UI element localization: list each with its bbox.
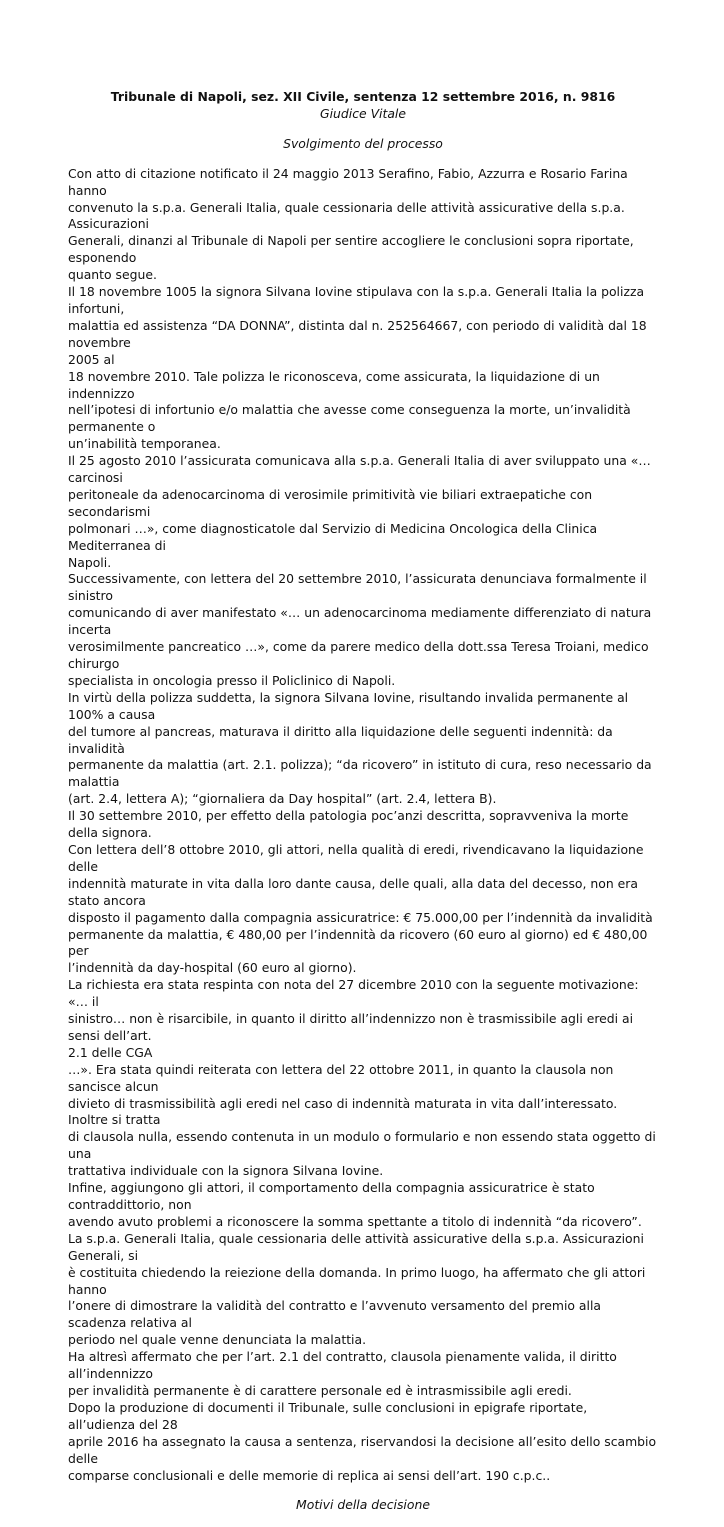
section-heading-proceedings: Svolgimento del processo xyxy=(283,135,443,151)
document-title: Tribunale di Napoli, sez. XII Civile, sentenza 12 settembre 2016, n. 9816 xyxy=(110,89,616,104)
paragraph: Dopo la produzione di documenti il Tribunale, sulle conclusioni in epigrafe riportate, all’udienza del 28 aprile 2016 ha assegnato la causa a sentenza, riservandosi la decisione all’esito dello scambio delle comparse conclusionali e delle memorie di replica ai sensi dell’art. 190 c.p.c.. xyxy=(68,1399,657,1483)
paragraph: Ha altresì affermato che per l’art. 2.1 del contratto, clausola pienamente valida, il diritto all’indennizzo per invalidità permanente è di carattere personale ed è intrasmissibile agli eredi. xyxy=(68,1349,617,1398)
paragraph: Infine, aggiungono gli attori, il comportamento della compagnia assicuratrice è stato contraddittorio, non avendo avuto problemi a riconoscere la somma spettante a titolo di indennità “da ricovero”. xyxy=(68,1180,642,1229)
section-heading-reasons: Motivi della decisione xyxy=(296,1497,430,1513)
judge-name: Giudice Vitale xyxy=(319,105,406,121)
paragraph: Il 18 novembre 1005 la signora Silvana Iovine stipulava con la s.p.a. Generali Italia la polizza infortuni, malattia ed assistenza “DA DONNA”, distinta dal n. 252564667, con periodo di validità dal 18 novembre 2005 al 18 novembre 2010. Tale polizza le riconosceva, come assicurata, la liquidazione di un indennizzo nell’ipotesi di infortunio e/o malattia che avesse come conseguenza la morte, un’invalidità permanente o un’inabilità temporanea. xyxy=(68,284,647,452)
paragraph: Il 25 agosto 2010 l’assicurata comunicava alla s.p.a. Generali Italia di aver sviluppato una «… carcinosi peritoneale da adenocarcinoma di verosimile primitività vie biliari extraepatiche con secondarismi polmonari …», come diagnosticatole dal Servizio di Medicina Oncologica della Clinica Mediterranea di Napoli. xyxy=(68,453,651,570)
paragraph: La s.p.a. Generali Italia, quale cessionaria delle attività assicurative della s.p.a. Assicurazioni Generali, si è costituita chiedendo la reiezione della domanda. In primo luogo, ha affermato che gli attori hanno l’onere di dimostrare la validità del contratto e l’avvenuto versamento del premio alla scadenza relativa al periodo nel quale venne denunciata la malattia. xyxy=(68,1230,646,1348)
document-page xyxy=(68,89,658,1527)
document-body xyxy=(68,166,658,1485)
paragraph: In virtù della polizza suddetta, la signora Silvana Iovine, risultando invalida permanente al 100% a causa del tumore al pancreas, maturava il diritto alla liquidazione delle seguenti indennità: da invalidità permanente da malattia (art. 2.1. polizza); “da ricovero” in istituto di cura, reso necessario da malattia (art. 2.4, lettera A); “giornaliera da Day hospital” (art. 2.4, lettera B). xyxy=(68,689,652,807)
paragraph: La richiesta era stata respinta con nota del 27 dicembre 2010 con la seguente motivazione: «… il sinistro… non è risarcibile, in quanto il diritto all’indennizzo non è trasmissibile agli eredi ai sensi dell’art. 2.1 delle CGA …». Era stata quindi reiterata con lettera del 22 ottobre 2011, in quanto la clausola non sancisce alcun divieto di trasmissibilità agli eredi nel caso di indennità maturata in vita dall’interessato. Inoltre si tratta di clausola nulla, essendo contenuta in un modulo o formulario e non essendo stata oggetto di una trattativa individuale con la signora Silvana Iovine. xyxy=(68,977,656,1179)
paragraph: Con lettera dell’8 ottobre 2010, gli attori, nella qualità di eredi, rivendicavano la liquidazione delle indennità maturate in vita dalla loro dante causa, delle quali, alla data del decesso, non era stato ancora disposto il pagamento dalla compagnia assicuratrice: € 75.000,00 per l’indennità da invalidità permanente da malattia, € 480,00 per l’indennità da ricovero (60 euro al giorno) ed € 480,00 per l’indennità da day-hospital (60 euro al giorno). xyxy=(68,841,653,976)
paragraph: Successivamente, con lettera del 20 settembre 2010, l’assicurata denunciava formalmente il sinistro comunicando di aver manifestato «… un adenocarcinoma mediamente differenziato di natura incerta verosimilmente pancreatico …», come da parere medico della dott.ssa Teresa Troiani, medico chirurgo specialista in oncologia presso il Policlinico di Napoli. xyxy=(68,571,652,688)
paragraph: Con atto di citazione notificato il 24 maggio 2013 Serafino, Fabio, Azzurra e Rosario Farina hanno convenuto la s.p.a. Generali Italia, quale cessionaria delle attività assicurative della s.p.a. Assicurazioni Generali, dinanzi al Tribunale di Napoli per sentire accogliere le conclusioni sopra riportate, esponendo quanto segue. xyxy=(68,165,634,283)
paragraph: Il 30 settembre 2010, per effetto della patologia poc’anzi descritta, sopravveniva la morte della signora. xyxy=(68,808,629,841)
